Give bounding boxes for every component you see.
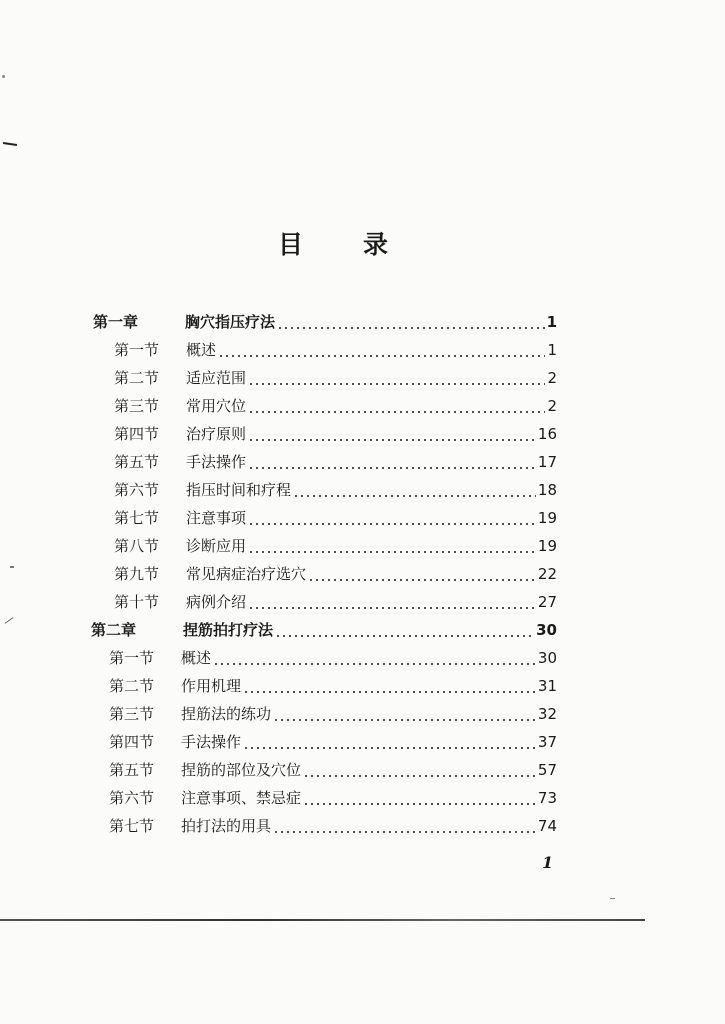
scan-mark <box>3 142 17 146</box>
toc-section <box>114 421 557 447</box>
section-label: 第三节 <box>109 705 155 723</box>
page-ref: 17 <box>537 453 557 471</box>
leader-dots <box>248 393 545 419</box>
toc-chapter <box>91 617 557 643</box>
leader-dots <box>248 589 536 615</box>
section-title: 手法操作 <box>186 453 247 471</box>
page-ref: 32 <box>537 705 557 723</box>
scan-speck <box>610 898 615 899</box>
toc-section <box>109 701 557 727</box>
toc-section <box>109 729 557 755</box>
page-ref: 22 <box>537 565 557 583</box>
toc-section <box>114 505 557 531</box>
chapter-label: 第二章 <box>91 621 137 639</box>
section-title: 病例介绍 <box>186 593 247 611</box>
page-ref: 73 <box>537 789 557 807</box>
section-title: 捏筋法的练功 <box>181 705 272 723</box>
page-ref: 1 <box>547 341 557 359</box>
page-title <box>278 226 388 260</box>
leader-dots <box>303 757 536 783</box>
chapter-title: 捏筋拍打疗法 <box>183 621 274 639</box>
leader-dots <box>273 701 536 727</box>
section-title: 适应范围 <box>186 369 247 387</box>
section-label: 第一节 <box>114 341 160 359</box>
title-char: 目 <box>278 230 304 259</box>
toc-section <box>114 337 557 363</box>
page-ref: 57 <box>537 761 557 779</box>
section-label: 第五节 <box>114 453 160 471</box>
section-label: 第四节 <box>114 425 160 443</box>
page-ref: 74 <box>537 817 557 835</box>
section-label: 第一节 <box>109 649 155 667</box>
section-label: 第六节 <box>109 789 155 807</box>
section-title: 指压时间和疗程 <box>186 481 292 499</box>
toc-section <box>114 589 557 615</box>
section-title: 作用机理 <box>181 677 242 695</box>
leader-dots <box>273 813 536 839</box>
section-title: 手法操作 <box>181 733 242 751</box>
leader-dots <box>275 617 534 643</box>
page-ref: 2 <box>547 369 557 387</box>
toc-section <box>109 785 557 811</box>
page-edge-rule <box>0 919 645 921</box>
leader-dots <box>218 337 545 363</box>
section-label: 第十节 <box>114 593 160 611</box>
section-title: 常见病症治疗选穴 <box>186 565 307 583</box>
page-ref: 16 <box>537 425 557 443</box>
page-number: 1 <box>542 853 554 872</box>
section-label: 第七节 <box>114 509 160 527</box>
toc-section <box>114 365 557 391</box>
chapter-title: 胸穴指压疗法 <box>185 313 276 331</box>
section-label: 第六节 <box>114 481 160 499</box>
leader-dots <box>248 365 545 391</box>
leader-dots <box>243 673 536 699</box>
section-label: 第三节 <box>114 397 160 415</box>
section-title: 概述 <box>186 341 217 359</box>
chapter-label: 第一章 <box>93 313 139 331</box>
section-label: 第七节 <box>109 817 155 835</box>
section-title: 捏筋的部位及穴位 <box>181 761 302 779</box>
leader-dots <box>248 449 536 475</box>
section-label: 第二节 <box>109 677 155 695</box>
section-title: 诊断应用 <box>186 537 247 555</box>
leader-dots <box>293 477 536 503</box>
section-label: 第八节 <box>114 537 160 555</box>
scan-speck <box>2 75 5 78</box>
page-ref: 19 <box>537 509 557 527</box>
toc-section <box>109 673 557 699</box>
toc-section <box>114 477 557 503</box>
toc-section <box>114 561 557 587</box>
leader-dots <box>248 533 536 559</box>
page-ref: 27 <box>537 593 557 611</box>
leader-dots <box>303 785 536 811</box>
leader-dots <box>277 309 545 335</box>
page-ref: 31 <box>537 677 557 695</box>
toc-section <box>109 645 557 671</box>
section-label: 第二节 <box>114 369 160 387</box>
page-ref: 30 <box>536 621 557 639</box>
section-title: 治疗原则 <box>186 425 247 443</box>
section-title: 常用穴位 <box>186 397 247 415</box>
page-ref: 18 <box>537 481 557 499</box>
section-label: 第四节 <box>109 733 155 751</box>
section-label: 第九节 <box>114 565 160 583</box>
leader-dots <box>248 505 536 531</box>
scan-speck <box>10 566 14 568</box>
toc-section <box>114 533 557 559</box>
page-ref: 1 <box>546 313 557 331</box>
leader-dots <box>243 729 536 755</box>
section-title: 注意事项 <box>186 509 247 527</box>
leader-dots <box>308 561 536 587</box>
toc-section <box>114 449 557 475</box>
section-label: 第五节 <box>109 761 155 779</box>
page-ref: 30 <box>537 649 557 667</box>
section-title: 概述 <box>181 649 212 667</box>
leader-dots <box>213 645 536 671</box>
page-ref: 37 <box>537 733 557 751</box>
page-ref: 19 <box>537 537 557 555</box>
section-title: 拍打法的用具 <box>181 817 272 835</box>
section-title: 注意事项、禁忌症 <box>181 789 302 807</box>
toc-section <box>114 393 557 419</box>
leader-dots <box>248 421 536 447</box>
title-char: 录 <box>362 230 388 259</box>
page-ref: 2 <box>547 397 557 415</box>
scan-mark <box>5 617 14 624</box>
toc-section <box>109 757 557 783</box>
toc-section <box>109 813 557 839</box>
toc-chapter <box>93 309 557 335</box>
